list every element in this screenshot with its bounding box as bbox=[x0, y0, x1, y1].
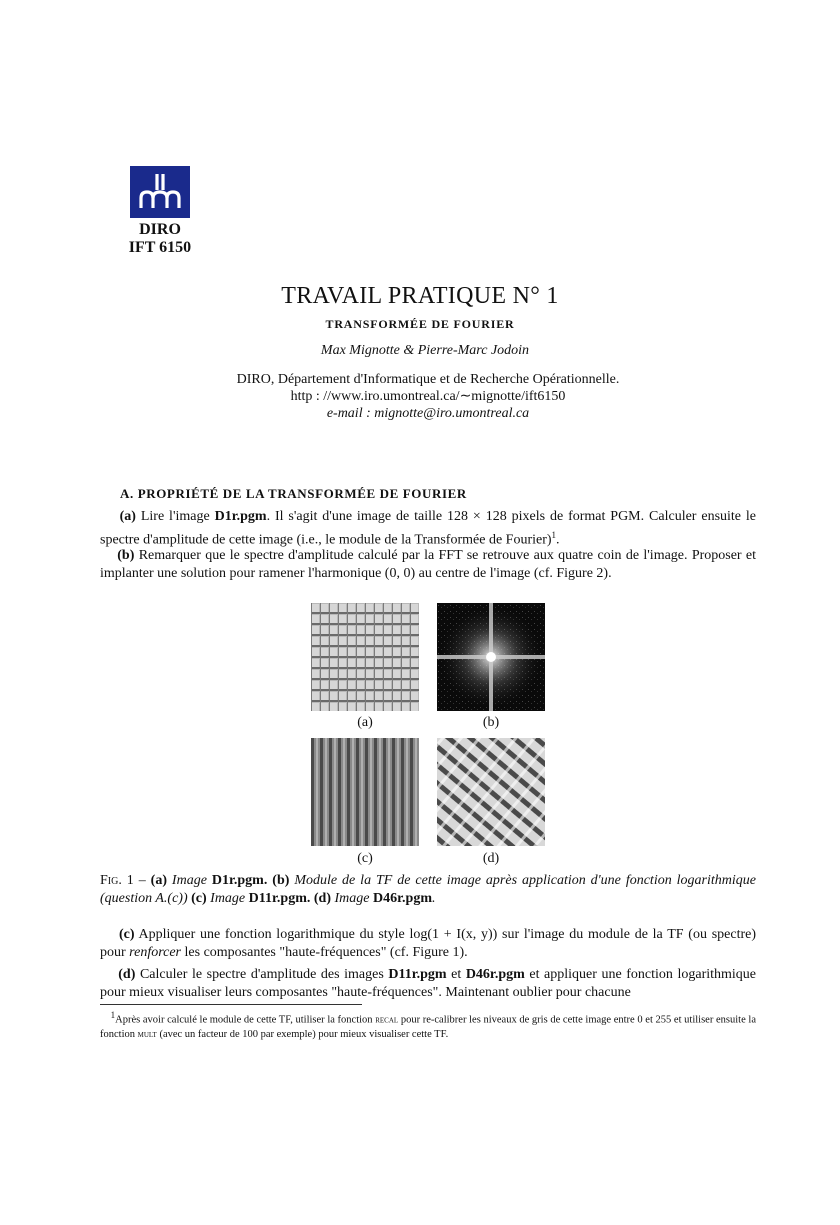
section-heading: A. PROPRIÉTÉ DE LA TRANSFORMÉE DE FOURIER bbox=[120, 486, 467, 501]
para-d-text2: et bbox=[446, 967, 466, 982]
para-c-emphasis: renforcer bbox=[129, 945, 182, 960]
affiliation-block bbox=[0, 371, 840, 422]
caption-c-label: (c) bbox=[191, 891, 207, 906]
page-title: TRAVAIL PRATIQUE N° 1 bbox=[281, 283, 559, 309]
affiliation: DIRO, Département d'Informatique et de Recherche Opérationnelle. bbox=[236, 372, 620, 387]
org-label: DIRO bbox=[139, 221, 181, 238]
footnote-func1: recal bbox=[375, 1014, 399, 1026]
caption-fig: Fig. 1 – bbox=[100, 873, 146, 888]
paragraph-a bbox=[100, 508, 756, 550]
para-d-text1: Calculer le spectre d'amplitude des images bbox=[139, 967, 389, 982]
para-c-text1: Appliquer une fonction logarithmique du style log(1 + I(x, y)) sur l'image du module de la TF (ou spectre) pour bbox=[100, 927, 757, 960]
caption-d-file: D46r.pgm bbox=[373, 891, 432, 906]
para-a-text3: . bbox=[556, 532, 560, 548]
caption-end: . bbox=[432, 891, 436, 906]
figure-label-c: (c) bbox=[357, 851, 373, 866]
figure-label-a: (a) bbox=[357, 715, 373, 730]
footnote-func2: mult bbox=[137, 1028, 157, 1040]
caption-d-text: Image bbox=[331, 891, 373, 906]
footnote-text1: Après avoir calculé le module de cette TF, utiliser la fonction bbox=[115, 1014, 376, 1026]
figure-caption bbox=[100, 872, 756, 908]
para-b-text: Remarquer que le spectre d'amplitude calculé par la FFT se retrouve aux quatre coin de l'image. Proposer et implanter une solution pour ramener l'harmonique (0, 0) au centre de l'image (cf. Figure 2). bbox=[100, 548, 757, 581]
caption-b-label: . (b) bbox=[263, 873, 290, 888]
para-c-label: (c) bbox=[118, 927, 135, 942]
para-a-file: D1r.pgm bbox=[214, 509, 267, 524]
para-a-label: (a) bbox=[119, 509, 136, 524]
para-c-text2: les composantes "haute-fréquences" (cf. Figure 1). bbox=[181, 945, 468, 960]
footnote-rule bbox=[100, 1004, 362, 1005]
footnote-text3: (avec un facteur de 100 par exemple) pour mieux visualiser cette TF. bbox=[156, 1028, 449, 1040]
diro-logo bbox=[130, 166, 190, 218]
diro-logo-icon bbox=[138, 172, 182, 212]
paragraph-b bbox=[100, 547, 756, 583]
figure-image-d bbox=[437, 738, 545, 846]
para-d-file2: D46r.pgm bbox=[465, 967, 525, 982]
figure-label-d: (d) bbox=[482, 851, 500, 866]
para-d-label: (d) bbox=[118, 967, 136, 982]
figure-label-b: (b) bbox=[482, 715, 500, 730]
caption-a-label: (a) bbox=[150, 873, 167, 888]
para-d-text3: et appliquer une fonction logarithmique pour mieux visualiser leurs composantes "haute-fréquences". Maintenant oublier pour chacune bbox=[100, 967, 757, 1000]
page-subtitle: TRANSFORMÉE DE FOURIER bbox=[325, 317, 515, 331]
figure-image-c bbox=[311, 738, 419, 846]
paragraph-c bbox=[100, 926, 756, 962]
caption-c-file: D11r.pgm bbox=[248, 891, 307, 906]
paragraph-d bbox=[100, 966, 756, 1002]
para-b-label: (b) bbox=[117, 548, 135, 563]
footnote-text2: pour re-calibrer les niveaux de gris de cette image entre 0 et 255 et utiliser ensuite la fonction bbox=[100, 1014, 756, 1040]
para-a-text2: . Il s'agit d'une image de taille 128 × 128 pixels de format PGM. Calculer ensuite le spectre d'amplitude de cette image (i.e., le module de la Transformée de Fourier) bbox=[100, 509, 757, 548]
caption-d-label: . (d) bbox=[306, 891, 331, 906]
para-a-text1: Lire l'image bbox=[140, 509, 215, 524]
caption-c-text: Image bbox=[206, 891, 249, 906]
footnote-mark: 1 bbox=[110, 1010, 116, 1020]
para-d-file1: D11r.pgm bbox=[388, 967, 447, 982]
caption-a-text: Image bbox=[166, 873, 212, 888]
authors: Max Mignotte & Pierre-Marc Jodoin bbox=[320, 343, 530, 358]
course-label: IFT 6150 bbox=[128, 239, 192, 256]
url: http : //www.iro.umontreal.ca/∼mignotte/ift6150 bbox=[290, 389, 566, 404]
footnote bbox=[100, 1008, 756, 1042]
caption-a-file: D1r.pgm bbox=[211, 873, 264, 888]
caption-b-text: Module de la TF de cette image après application d'une fonction logarithmique (question A.(c)) bbox=[100, 873, 756, 906]
figure-image-b bbox=[437, 603, 545, 711]
email: e-mail : mignotte@iro.umontreal.ca bbox=[326, 406, 530, 421]
footnote-ref: 1 bbox=[551, 530, 557, 540]
figure-image-a bbox=[311, 603, 419, 711]
